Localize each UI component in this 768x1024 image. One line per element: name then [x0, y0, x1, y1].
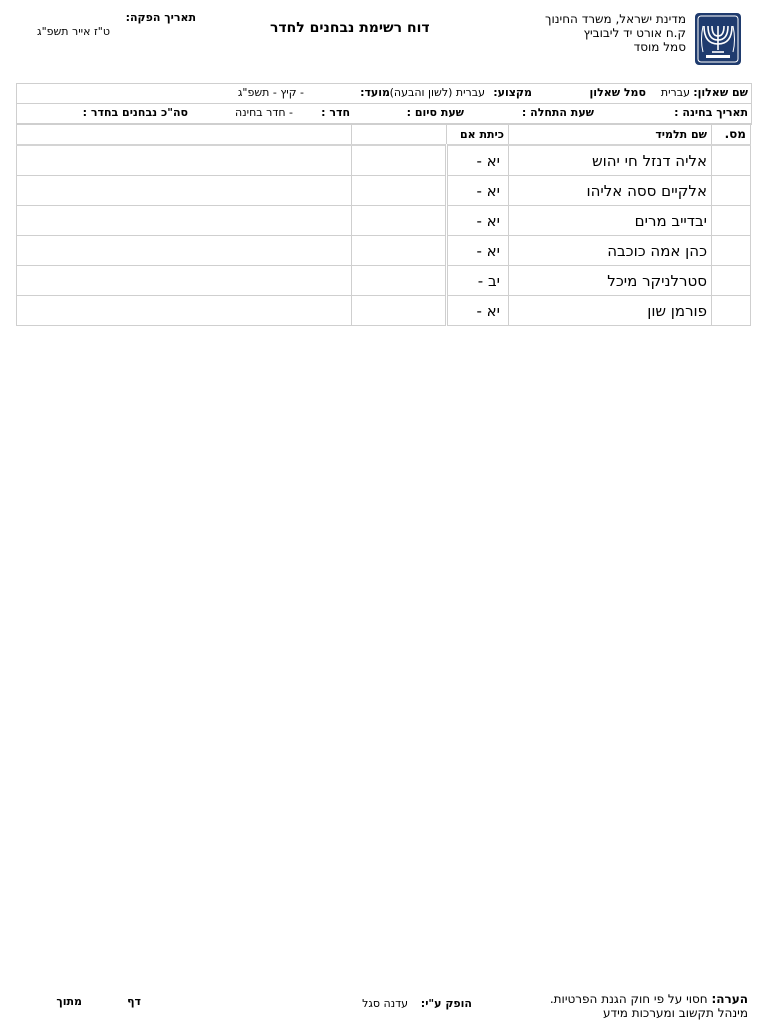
blank-cell: [352, 145, 447, 176]
privacy-note: [550, 992, 748, 1006]
room-value: - חדר בחינה: [235, 106, 293, 119]
row-number: [712, 176, 751, 206]
issue-date-value: ט"ז אייר תשפ"ג: [37, 25, 110, 38]
home-class: יא -: [447, 206, 509, 236]
student-name: סטרלניקר מיכל: [509, 266, 712, 296]
table-row: [17, 266, 751, 296]
note-label: הערה:: [711, 992, 748, 1006]
start-time-label: שעת התחלה :: [521, 106, 594, 119]
note-text: חסוי על פי חוק הגנת הפרטיות.: [549, 992, 708, 1006]
exam-code-label: סמל שאלון: [589, 86, 646, 99]
blank-cell: [17, 266, 352, 296]
column-header-blank: [17, 124, 352, 146]
table-row: [17, 176, 751, 206]
column-header-number: מס.: [712, 124, 751, 146]
table-row: [17, 296, 751, 326]
page-label: דף: [127, 995, 141, 1008]
blank-cell: [352, 266, 447, 296]
student-name: אליה דנזל חי יהוש: [509, 145, 712, 176]
student-name: אלקיים ססה אליהו: [509, 176, 712, 206]
student-name: פורמן שון: [509, 296, 712, 326]
blank-cell: [17, 176, 352, 206]
examinees-table: [16, 123, 751, 326]
exam-name-label: שם שאלון:: [693, 86, 748, 99]
column-header-home-class: כיתת אם: [447, 124, 509, 146]
issued-by-value: עדנה סגל: [362, 997, 408, 1010]
blank-cell: [352, 206, 447, 236]
blank-cell: [17, 206, 352, 236]
student-name: כהן אמה כוכבה: [509, 236, 712, 266]
table-row: [17, 145, 751, 176]
session-value: - קיץ - תשפ"ג: [237, 86, 304, 99]
subject-label: מקצוע:: [493, 86, 532, 99]
menorah-emblem-icon: [694, 12, 742, 66]
report-title: דוח רשימת נבחנים לחדר: [270, 20, 430, 36]
home-class: יא -: [447, 236, 509, 266]
exam-date-label: תאריך בחינה :: [674, 106, 748, 119]
table-header-row: [17, 124, 751, 146]
table-row: [17, 236, 751, 266]
divider: [17, 103, 751, 104]
home-class: יא -: [447, 296, 509, 326]
row-number: [712, 236, 751, 266]
blank-cell: [352, 236, 447, 266]
row-number: [712, 145, 751, 176]
end-time-label: שעת סיום :: [406, 106, 464, 119]
student-name: יבדייב מרים: [509, 206, 712, 236]
institution-code-label: סמל מוסד: [633, 40, 686, 54]
home-class: יא -: [447, 176, 509, 206]
blank-cell: [17, 236, 352, 266]
issued-by-label: הופק ע"י:: [420, 997, 472, 1010]
school-name: ק.ח אורט יד ליבוביץ: [583, 26, 686, 40]
of-label: מתוך: [56, 995, 82, 1008]
subject-value: עברית (לשון והבעה): [389, 86, 485, 99]
row-number: [712, 206, 751, 236]
session-label: מועד:: [360, 86, 390, 99]
blank-cell: [352, 296, 447, 326]
ministry-name: מדינת ישראל, משרד החינוך: [545, 12, 686, 26]
room-label: חדר :: [321, 106, 350, 119]
state-emblem: [694, 12, 742, 66]
table-row: [17, 206, 751, 236]
blank-cell: [352, 176, 447, 206]
home-class: יב -: [447, 266, 509, 296]
total-examinees-label: סה"כ נבחנים בחדר :: [82, 106, 188, 119]
home-class: יא -: [447, 145, 509, 176]
department-name: מינהל תקשוב ומערכות מידע: [603, 1006, 748, 1020]
column-header-student-name: שם תלמיד: [509, 124, 712, 146]
blank-cell: [17, 145, 352, 176]
row-number: [712, 296, 751, 326]
row-number: [712, 266, 751, 296]
blank-cell: [17, 296, 352, 326]
issue-date-label: תאריך הפקה:: [125, 11, 196, 24]
exam-name-value: עברית: [660, 86, 690, 99]
column-header-blank: [352, 124, 447, 146]
